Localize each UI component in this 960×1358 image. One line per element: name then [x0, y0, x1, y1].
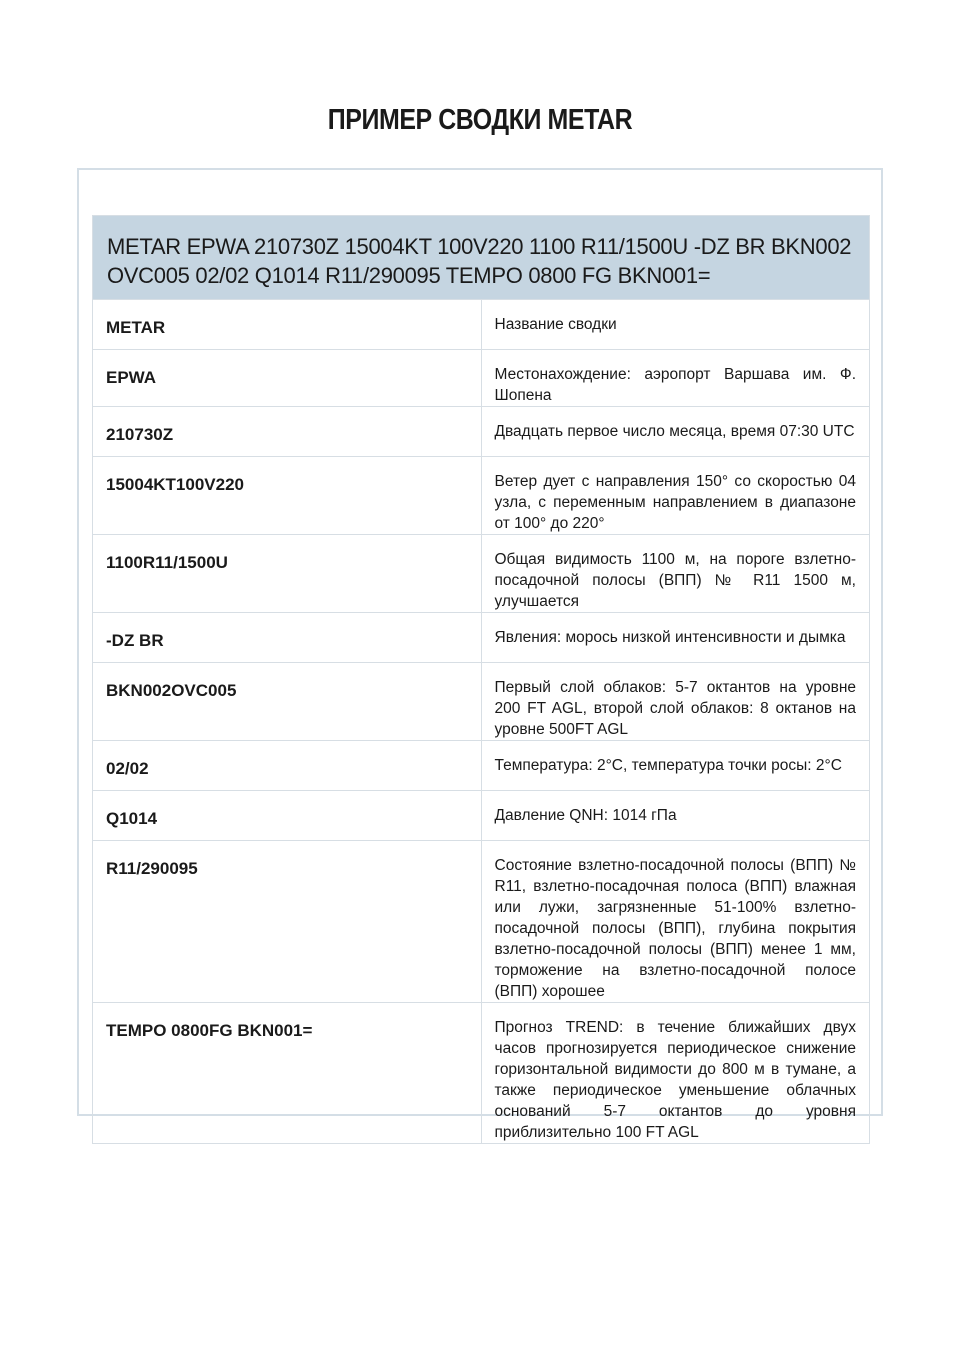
description-cell: Прогноз TREND: в течение ближайших двух часов прогнозируется периодическое снижение горизонтальной видимости до 800 м в тумане, а также периодическое уменьшение облачных оснований 5-7 октантов до уровня приблизительно 100 FT AGL — [481, 1003, 870, 1144]
metar-table — [92, 215, 870, 1144]
code-cell: -DZ BR — [93, 613, 482, 663]
table-row — [93, 613, 870, 663]
code-cell: R11/290095 — [93, 841, 482, 1003]
code-cell: 15004KT100V220 — [93, 457, 482, 535]
table-header-row — [93, 216, 870, 300]
table-row — [93, 663, 870, 741]
description-cell: Двадцать первое число месяца, время 07:30 UTC — [481, 407, 870, 457]
code-cell: BKN002OVC005 — [93, 663, 482, 741]
table-row — [93, 741, 870, 791]
description-cell: Местонахождение: аэропорт Варшава им. Ф. Шопена — [481, 350, 870, 407]
description-cell: Давление QNH: 1014 гПа — [481, 791, 870, 841]
table-row — [93, 535, 870, 613]
code-cell: 02/02 — [93, 741, 482, 791]
table-row — [93, 300, 870, 350]
table-row — [93, 841, 870, 1003]
code-cell: METAR — [93, 300, 482, 350]
code-cell: 1100R11/1500U — [93, 535, 482, 613]
description-cell: Ветер дует с направления 150° со скоростью 04 узла, с переменным направлением в диапазоне от 100° до 220° — [481, 457, 870, 535]
page-title: ПРИМЕР СВОДКИ METAR — [327, 104, 633, 136]
code-cell: TEMPO 0800FG BKN001= — [93, 1003, 482, 1144]
description-cell: Общая видимость 1100 м, на пороге взлетно-посадочной полосы (ВПП) № R11 1500 м, улучшается — [481, 535, 870, 613]
description-cell: Температура: 2°C, температура точки росы: 2°C — [481, 741, 870, 791]
code-cell: Q1014 — [93, 791, 482, 841]
metar-report-header: METAR EPWA 210730Z 15004KT 100V220 1100 R11/1500U -DZ BR BKN002 OVC005 02/02 Q1014 R11/290095 TEMPO 0800 FG BKN001= — [93, 216, 870, 300]
code-cell: 210730Z — [93, 407, 482, 457]
table-row — [93, 457, 870, 535]
table-row — [93, 1003, 870, 1144]
table-row — [93, 407, 870, 457]
table-row — [93, 791, 870, 841]
table-row — [93, 350, 870, 407]
code-cell: EPWA — [93, 350, 482, 407]
description-cell: Название сводки — [481, 300, 870, 350]
description-cell: Состояние взлетно-посадочной полосы (ВПП) № R11, взлетно-посадочная полоса (ВПП) влажная или лужи, загрязненные 51-100% взлетно-посадочной полосы (ВПП), глубина покрытия взлетно-посадочной полосы (ВПП) менее 1 мм, торможение на взлетно-посадочной полосе (ВПП) хорошее — [481, 841, 870, 1003]
description-cell: Явления: морось низкой интенсивности и дымка — [481, 613, 870, 663]
description-cell: Первый слой облаков: 5-7 октантов на уровне 200 FT AGL, второй слой облаков: 8 октанов на уровне 500FT AGL — [481, 663, 870, 741]
